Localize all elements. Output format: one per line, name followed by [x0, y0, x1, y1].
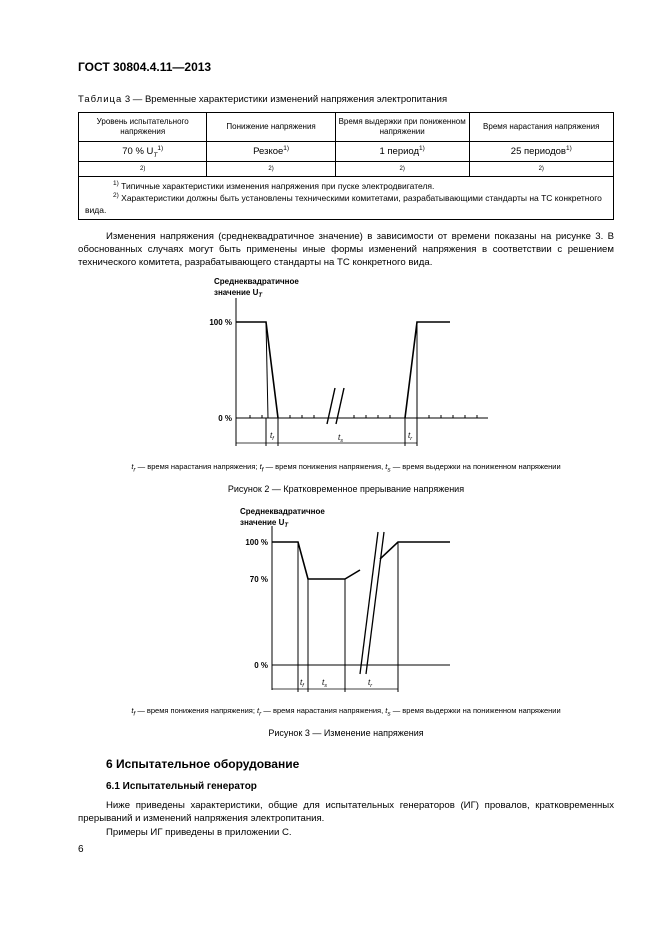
document-header: ГОСТ 30804.4.11—2013	[78, 60, 212, 74]
label-tf: $t_f$	[270, 431, 274, 442]
table-3	[78, 112, 614, 220]
figure-3-caption: Рисунок 3 — Изменение напряжения	[268, 728, 424, 738]
table-row	[79, 142, 614, 162]
table-cell: 70 % $U_T^{1)}$	[79, 142, 207, 162]
label-tr: $t_r$	[368, 678, 373, 689]
table-caption	[78, 94, 447, 105]
waveform-recover	[380, 542, 450, 559]
figure-3-diagram	[200, 504, 460, 700]
tick-label-0: 0 %	[254, 661, 268, 670]
section-6-1-paragraph: Ниже приведены характеристики, общие для испытательных генераторов (ИГ) провалов, кратковременных прерываний и изменений напряжения электропитания.	[78, 800, 614, 824]
figure-2-caption: Рисунок 2 — Кратковременное прерывание напряжения	[227, 484, 465, 494]
waveform-drop	[272, 542, 360, 579]
figure-3-legend: $t_f$ — время понижения напряжения; $t_r$ — время нарастания напряжения, $t_s$ — время выдержки на пониженном напряжении	[131, 706, 561, 718]
table-header-cell: Понижение напряжения	[207, 113, 335, 142]
section-6-heading: 6 Испытательное оборудование	[106, 757, 300, 771]
y-axis-label-line1: Среднеквадратичное	[240, 507, 325, 516]
waveform-drop	[236, 322, 278, 418]
y-axis-label-line2: значение $U_T$	[214, 288, 263, 299]
table-notes	[79, 177, 614, 220]
table-cell: 2)	[335, 162, 469, 177]
page-number: 6	[78, 844, 84, 855]
tick-label-100: 100 %	[209, 318, 232, 327]
section-6-1-heading: 6.1 Испытательный генератор	[106, 781, 257, 792]
table-caption-text: 3 — Временные характеристики изменений напряжения электропитания	[122, 94, 448, 105]
table-header-cell: Уровень испытательного напряжения	[79, 113, 207, 142]
axis-break-left	[327, 388, 335, 424]
section-6-1-paragraph-2: Примеры ИГ приведены в приложении С.	[106, 827, 292, 838]
waveform-rise	[405, 322, 450, 418]
table-note-2: $^{2)}$ Характеристики должны быть установлены техническими комитетами, разрабатывающими стандарты на ТС конкретного вида.	[85, 192, 602, 215]
table-cell: 2)	[207, 162, 335, 177]
table-caption-word: Таблица	[78, 94, 123, 105]
axis-break-right	[336, 388, 344, 424]
table-cell: 2)	[469, 162, 613, 177]
label-tr: $t_r$	[408, 431, 413, 442]
table-cell: 2)	[79, 162, 207, 177]
table-notes-row	[79, 177, 614, 220]
table-header-cell: Время нарастания напряжения	[469, 113, 613, 142]
label-ts: $t_s$	[322, 678, 327, 689]
table-cell: 25 периодов$^{1)}$	[469, 142, 613, 162]
table-cell: 1 период$^{1)}$	[335, 142, 469, 162]
y-axis-label-line2: значение $U_T$	[240, 518, 289, 529]
tick-label-100: 100 %	[245, 538, 268, 547]
table-header-row	[79, 113, 614, 142]
tick-label-0: 0 %	[218, 414, 232, 423]
figure-2-legend: $t_r$ — время нарастания напряжения; $t_f$ — время понижения напряжения, $t_s$ — время выдержки на пониженном напряжении	[131, 462, 561, 474]
figure-2-diagram	[150, 272, 510, 460]
label-tf: $t_f$	[300, 678, 304, 689]
paragraph-voltage-variations: Изменения напряжения (среднеквадратичное значение) в зависимости от времени показаны на рисунке 3. В обоснованных случаях могут быть применены иные формы изменений напряжения в соответствии с решением технического комитета, разрабатывающего стандарты на ТС конкретного вида.	[78, 231, 614, 268]
table-header-cell: Время выдержки при пониженном напряжении	[335, 113, 469, 142]
table-row	[79, 162, 614, 177]
table-cell: Резкое$^{1)}$	[207, 142, 335, 162]
y-axis-label-line1: Среднеквадратичное	[214, 277, 299, 286]
tick-label-70: 70 %	[249, 575, 268, 584]
label-ts: $t_s$	[338, 433, 343, 444]
table-note-1: $^{1)}$ Типичные характеристики изменения напряжения при пуске электродвигателя.	[113, 180, 435, 191]
